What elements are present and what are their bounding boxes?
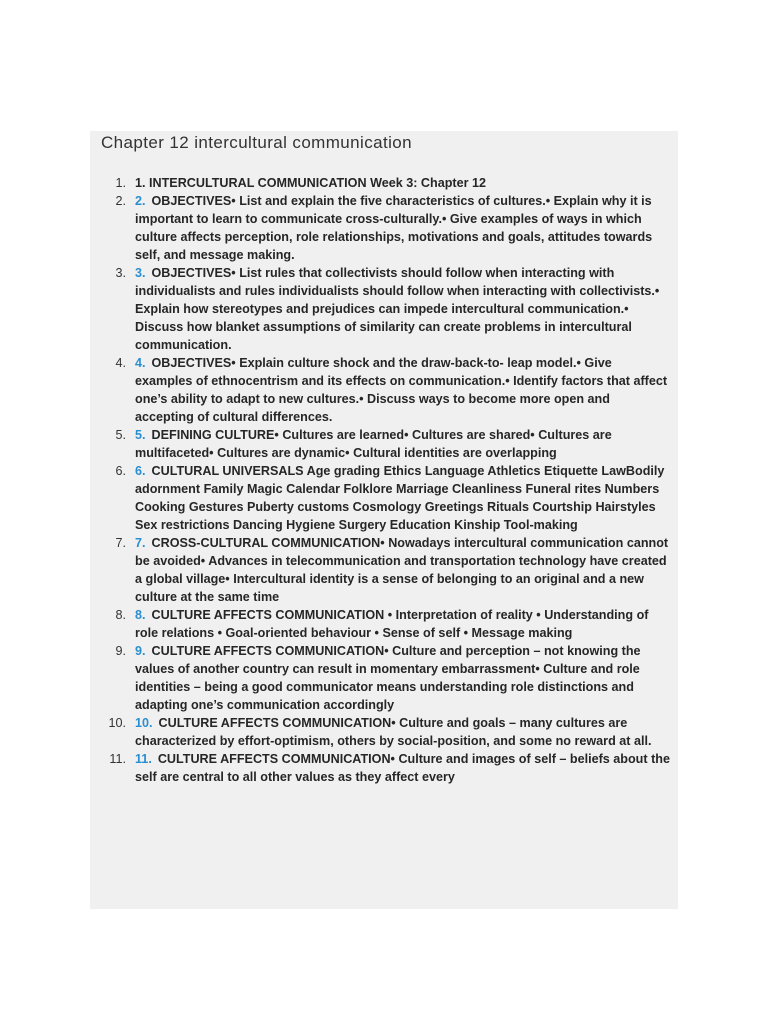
slide-reference-number: 8. xyxy=(135,608,146,622)
list-item-number: 2. xyxy=(115,194,126,208)
list-item-text: 1. INTERCULTURAL COMMUNICATION Week 3: Chapter 12 xyxy=(135,176,487,190)
list-item-number: 7. xyxy=(115,536,126,550)
list-item-number: 10. xyxy=(108,716,126,730)
list-item-text: DEFINING CULTURE• Cultures are learned• Cultures are shared• Cultures are multifaceted• Cultures are dynamic• Cultural identities are overlapping xyxy=(135,428,612,460)
list-item xyxy=(90,264,678,354)
list-item xyxy=(90,354,678,426)
list-item-text: CULTURE AFFECTS COMMUNICATION• Culture and images of self – beliefs about the self are central to all other values as they affect every xyxy=(135,752,670,784)
list-item-number: 8. xyxy=(115,608,126,622)
slide-reference-number: 5. xyxy=(135,428,146,442)
slide-reference-number: 3. xyxy=(135,266,146,280)
slide-reference-number: 6. xyxy=(135,464,146,478)
slide-reference-number: 2. xyxy=(135,194,146,208)
document-page xyxy=(90,131,678,909)
list-item-text: CULTURAL UNIVERSALS Age grading Ethics Language Athletics Etiquette LawBodily adornment Family Magic Calendar Folklore Marriage Cleanliness Funeral rites Numbers Cooking Gestures Puberty customs Cosmology Greetings Rituals Courtship Hairstyles Sex restrictions Dancing Hygiene Surgery Education Kinship Tool-making xyxy=(135,464,665,532)
list-item-number: 11. xyxy=(109,752,126,766)
list-item xyxy=(90,750,678,786)
list-item-text: OBJECTIVES• Explain culture shock and the draw-back-to- leap model.• Give examples of ethnocentrism and its effects on communication.• Identify factors that affect one’s ability to adapt to new cultures.• Discuss ways to become more open and accepting of cultural differences. xyxy=(135,356,668,424)
list-item xyxy=(90,534,678,606)
list-item-number: 9. xyxy=(115,644,126,658)
slide-reference-number: 11. xyxy=(135,752,152,766)
document-title: Chapter 12 intercultural communication xyxy=(101,133,412,152)
list-item xyxy=(90,174,678,192)
list-item-text: CROSS-CULTURAL COMMUNICATION• Nowadays intercultural communication cannot be avoided• Advances in telecommunication and transportation technology have created a global village• Intercultural identity is a sense of belonging to an original and a new culture at the same time xyxy=(135,536,669,604)
list-item-number: 3. xyxy=(115,266,126,280)
list-item xyxy=(90,192,678,264)
slide-reference-number: 4. xyxy=(135,356,146,370)
list-item-text: CULTURE AFFECTS COMMUNICATION• Culture and perception – not knowing the values of another country can result in momentary embarrassment• Culture and role identities – being a good communicator means understanding role distinctions and adapting one’s communication accordingly xyxy=(135,644,641,712)
list-item-number: 4. xyxy=(115,356,126,370)
slide-reference-number: 7. xyxy=(135,536,146,550)
list-item xyxy=(90,714,678,750)
list-item-text: OBJECTIVES• List and explain the five characteristics of cultures.• Explain why it is important to learn to communicate cross-culturally.• Give examples of ways in which culture affects perception, role relationships, motivations and goals, attitudes towards self, and message making. xyxy=(135,194,653,262)
slide-reference-number: 10. xyxy=(135,716,153,730)
list-item xyxy=(90,606,678,642)
numbered-list xyxy=(90,174,678,786)
slide-reference-number: 9. xyxy=(135,644,146,658)
list-item-text: OBJECTIVES• List rules that collectivists should follow when interacting with individualists and rules individualists should follow when interacting with collectivists.• Explain how stereotypes and prejudices can impede intercultural communication.• Discuss how blanket assumptions of similarity can create problems in intercultural communication. xyxy=(135,266,660,352)
list-item-text: CULTURE AFFECTS COMMUNICATION • Interpretation of reality • Understanding of role relations • Goal-oriented behaviour • Sense of self • Message making xyxy=(135,608,649,640)
list-item xyxy=(90,642,678,714)
list-item xyxy=(90,426,678,462)
list-item-number: 6. xyxy=(115,464,126,478)
list-item-number: 1. xyxy=(115,176,126,190)
list-item xyxy=(90,462,678,534)
list-item-number: 5. xyxy=(115,428,126,442)
list-item-text: CULTURE AFFECTS COMMUNICATION• Culture and goals – many cultures are characterized by effort-optimism, others by social-position, and some no reward at all. xyxy=(135,716,652,748)
